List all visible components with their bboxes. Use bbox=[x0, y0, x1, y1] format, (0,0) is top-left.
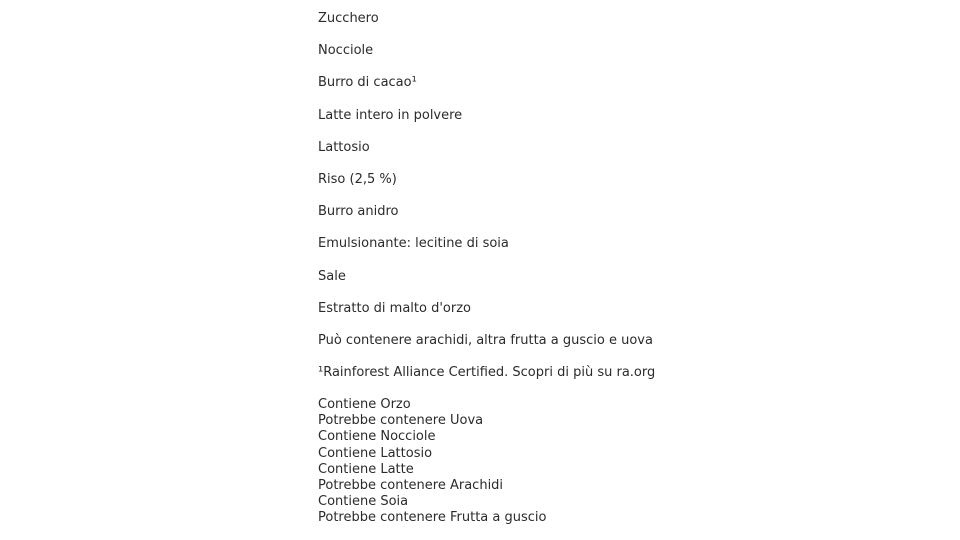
allergen-item: Potrebbe contenere Uova bbox=[318, 413, 484, 429]
allergen-item: Contiene Soia bbox=[318, 493, 409, 509]
ingredient-item: Estratto di malto d'orzo bbox=[318, 300, 471, 316]
allergen-item: Contiene Lattosio bbox=[318, 445, 433, 461]
ingredient-item: Burro di cacao¹ bbox=[318, 75, 417, 91]
ingredients-section bbox=[318, 11, 838, 526]
certification-footnote: ¹Rainforest Alliance Certified. Scopri di più su ra.org bbox=[318, 365, 656, 381]
ingredient-item: Emulsionante: lecitine di soia bbox=[318, 236, 509, 252]
ingredient-item: Burro anidro bbox=[318, 204, 399, 220]
allergens-list bbox=[318, 397, 838, 526]
allergen-item: Potrebbe contenere Frutta a guscio bbox=[318, 509, 547, 525]
may-contain-note: Può contenere arachidi, altra frutta a guscio e uova bbox=[318, 332, 653, 348]
ingredient-item: Zucchero bbox=[318, 11, 379, 26]
ingredients-list bbox=[318, 11, 838, 381]
ingredient-item: Riso (2,5 %) bbox=[318, 171, 397, 187]
allergen-item: Contiene Latte bbox=[318, 461, 414, 477]
ingredient-item: Nocciole bbox=[318, 43, 374, 59]
ingredient-item: Sale bbox=[318, 268, 346, 284]
allergen-item: Potrebbe contenere Arachidi bbox=[318, 477, 504, 493]
allergen-item: Contiene Orzo bbox=[318, 397, 411, 413]
allergen-item: Contiene Nocciole bbox=[318, 429, 436, 445]
ingredient-item: Latte intero in polvere bbox=[318, 107, 463, 123]
ingredient-item: Lattosio bbox=[318, 139, 370, 155]
